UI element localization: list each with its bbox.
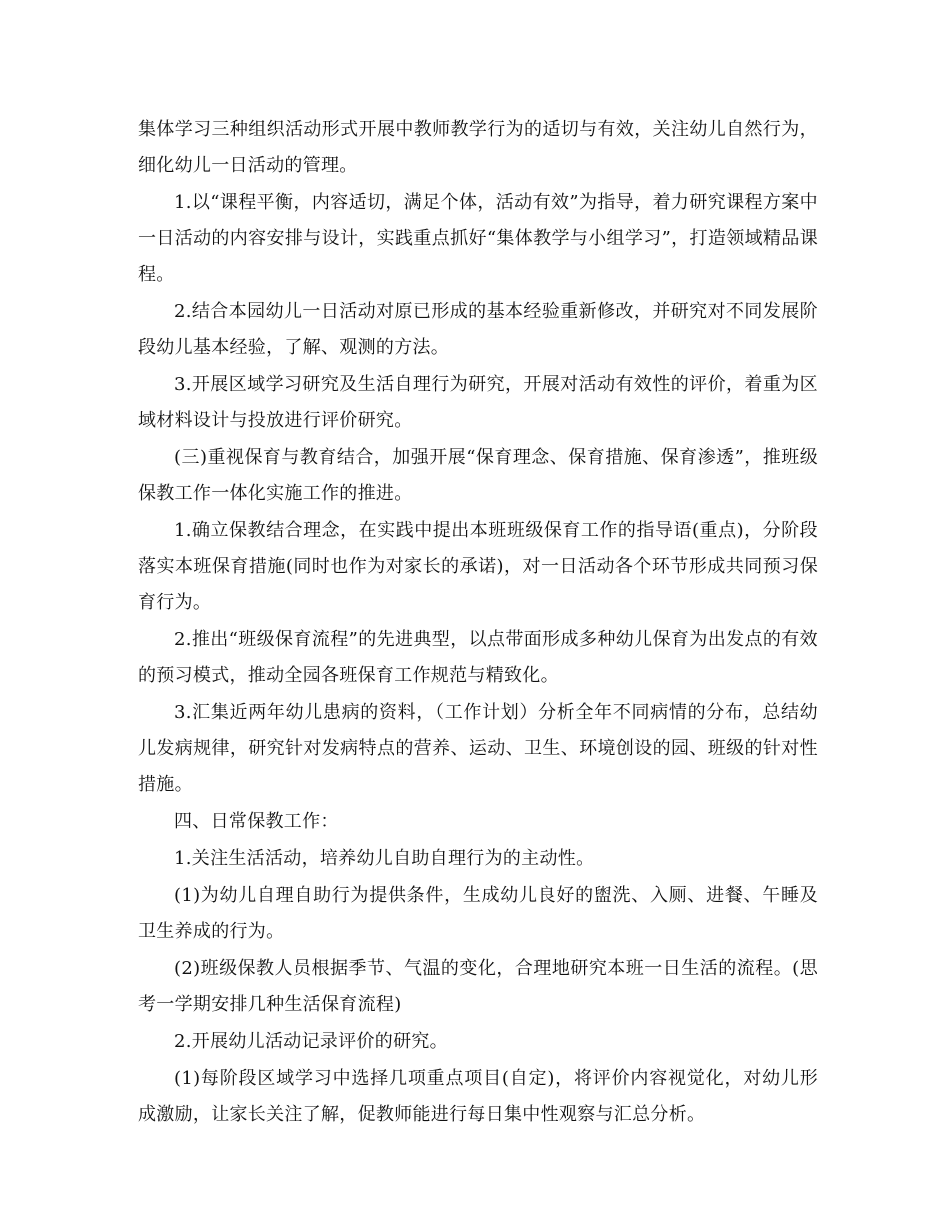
paragraph: 3.汇集近两年幼儿患病的资料，（工作计划）分析全年不同病情的分布，总结幼儿发病规律，研究针对发病特点的营养、运动、卫生、环境创设的园、班级的针对性措施。 (138, 702, 818, 795)
paragraph: 3.开展区域学习研究及生活自理行为研究，开展对活动有效性的评价，着重为区域材料设计与投放进行评价研究。 (138, 374, 818, 431)
paragraph: 2.开展幼儿活动记录评价的研究。 (174, 1031, 448, 1052)
document-body (138, 112, 818, 1134)
section-heading: (三)重视保育与教育结合，加强开展“保育理念、保育措施、保育渗透”，推班级保教工作一体化实施工作的推进。 (138, 447, 818, 504)
paragraph: 集体学习三种组织活动形式开展中教师教学行为的适切与有效，关注幼儿自然行为，细化幼儿一日活动的管理。 (138, 119, 818, 176)
paragraph: (1)每阶段区域学习中选择几项重点项目(自定)，将评价内容视觉化，对幼儿形成激励，让家长关注了解，促教师能进行每日集中性观察与汇总分析。 (138, 1068, 818, 1125)
section-heading: 四、日常保教工作： (174, 811, 339, 832)
paragraph: 1.关注生活活动，培养幼儿自助自理行为的主动性。 (174, 848, 595, 869)
paragraph: (1)为幼儿自理自助行为提供条件，生成幼儿良好的盥洗、入厕、进餐、午睡及卫生养成的行为。 (138, 885, 818, 942)
paragraph: 1.确立保教结合理念，在实践中提出本班班级保育工作的指导语(重点)，分阶段落实本班保育措施(同时也作为对家长的承诺)，对一日活动各个环节形成共同预习保育行为。 (138, 520, 818, 613)
paragraph: 1.以“课程平衡，内容适切，满足个体，活动有效”为指导，着力研究课程方案中一日活动的内容安排与设计，实践重点抓好“集体教学与小组学习”，打造领域精品课程。 (138, 192, 818, 285)
paragraph: (2)班级保教人员根据季节、气温的变化，合理地研究本班一日生活的流程。(思考一学期安排几种生活保育流程) (138, 958, 818, 1015)
paragraph: 2.推出“班级保育流程”的先进典型，以点带面形成多种幼儿保育为出发点的有效的预习模式，推动全园各班保育工作规范与精致化。 (138, 629, 818, 686)
paragraph: 2.结合本园幼儿一日活动对原已形成的基本经验重新修改，并研究对不同发展阶段幼儿基本经验，了解、观测的方法。 (138, 301, 818, 358)
